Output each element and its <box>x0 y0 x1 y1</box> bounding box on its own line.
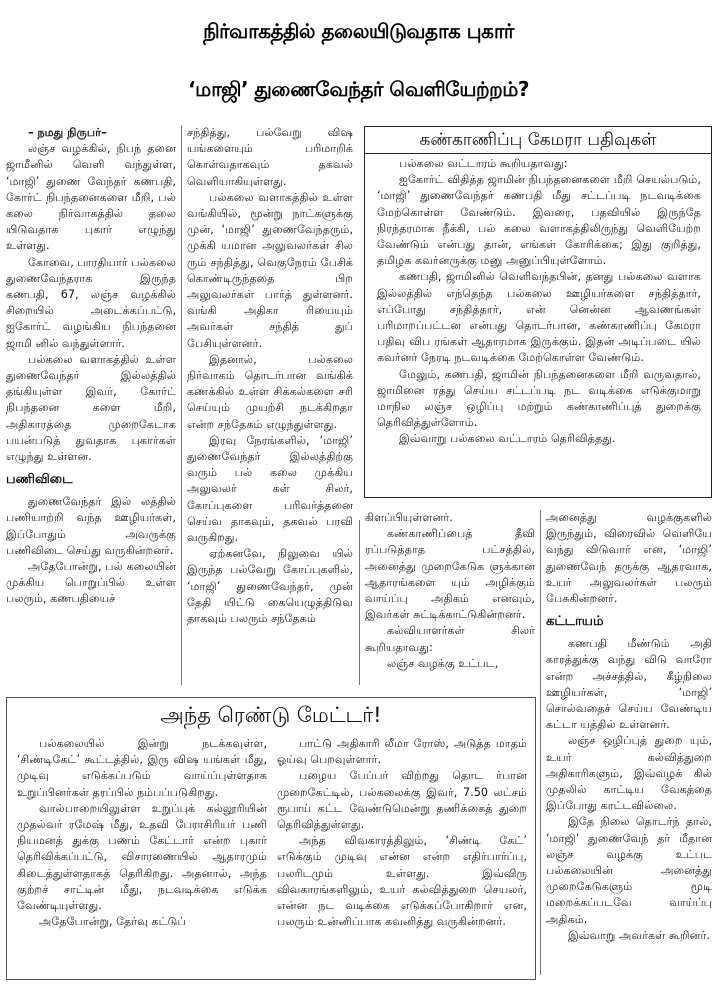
article-column-3 <box>365 510 535 686</box>
article-column-4 <box>546 510 712 980</box>
paragraph: கணபதி மீண்டும் அதி காரத்துக்கு வந்து விடு வாரோ என்ற அச்சத்தில், கீழ்நிலை ஊழியர்கள், ‘மாஜி’ சொல்வதைச் செய்ய வேண்டிய கட்டா யத்தில் உள்ளனர். <box>546 637 712 732</box>
paragraph: கிளப்பியுள்ளனர். <box>365 511 453 524</box>
paragraph: இவ்வாறு பல்கலை வட்டாரம் தெரிவித்தது. <box>399 432 616 446</box>
paragraph: அதேபோன்று, தேர்வு கட்டுப் <box>39 915 186 929</box>
paragraph: கோவை, பாரதியார் பல்கலை துணைவேந்தராக இருந்த கணபதி, 67, லஞ்ச வழக்கில் சிறையில் அடைக்கப்பட்டு, ஐகோர்ட் வழங்கிய நிபந்தனை ஜாமி னில் வந்துள்ளார். <box>6 255 176 350</box>
paragraph: வால்பாறையிலுள்ள உறுப்புக் கல்லூரியின் முதல்வர் ரமேஷ் மீது, உதவி பேராசிரியர் பணி நியமனத் துக்கு பணம் கேட்டார் என்ற புகார் தெரிவிக்கப்பட்டு, விசாரணையில் ஆதாரமும் கிடைத்துள்ளதாகத் தெரிகிறது. அதனால், அந்த குற்றச் சாட்டின் மீது, நடவடிக்கை எடுக்க வேண்டியுள்ளது. <box>17 801 267 913</box>
paragraph: பல்கலையில் இன்று நடக்கவுள்ள, ‘சிண்டிகேட்’ கூட்டத்தில், இரு விஷ யங்கள் மீது, முடிவு எடுக்கப்படும் வாய்ப்புள்ளதாக உறுப்பினர்கள் தரப்பில் நம்பப்படுகிறது. <box>17 737 267 799</box>
paragraph: இரவு நேரங்களில், ‘மாஜி’ துணைவேந்தர் இல்லத்திற்கு வரும் பல் கலை முக்கிய அலுவலர் கள் சிலர், கோப்புகளை பரிவர்த்தனை செய்வ தாகவும், தகவல் பரவி வருகிறது. <box>187 433 353 545</box>
paragraph: மேலும், கணபதி, ஜாமின் நிபந்தனைகளை மீறி வருவதால், ஜாமினை ரத்து செய்ய சட்டப்படி நட வடிக்கை எடுக்குமாறு மாநில லஞ்ச ஒழிப்பு மற்றும் கண்காணிப்புத் துறைக்கு தெரிவித்துள்ளோம். <box>377 367 701 430</box>
paragraph: பழைய பேப்பர் விற்றது தொட ர்பான முறைகேட்டில், பல்கலைக்கு இவர், 7.50 லட்சம் ரூபாய் கட்ட வேண்டுமென்று தணிக்கைத் துறை தெரிவித்துள்ளது. <box>277 769 527 832</box>
two-matters-column-1 <box>17 736 267 976</box>
paragraph: பாட்டு அதிகாரி லீமா ரோஸ், அடுத்த மாதம் ஓய்வு பெறவுள்ளார். <box>277 737 527 767</box>
paragraph: அனைத்து வழக்குகளில் இருந்தும், விரைவில் வெளியே வந்து விடுவார் என, ‘மாஜி’ துணைவேந் தருக்கு ஆதரவாக, உயர் அலுவலர்கள் பலரும் பேசுகின்றனர். <box>546 511 712 606</box>
column-divider <box>181 125 182 685</box>
paragraph: லஞ்ச ஒழிப்புத் துறை யும், உயர் கல்வித்துறை அதிகாரிகளும், இவ்வழக் கில் முதலில் காட்டிய வேகத்தை இப்போது காட்டவில்லை. <box>546 734 712 813</box>
paragraph: அதேபோன்று, பல் கலையின் முக்கிய பொறுப்பில் உள்ள பலரும், கணபதியைச் <box>6 560 176 606</box>
headline-line-2: ‘மாஜி’ துணைவேந்தர் வெளியேற்றம்? <box>188 77 529 101</box>
paragraph: இதனால், பல்கலை நிர்வாகம் தொடர்பான வங்கிக் கணக்கில் உள்ள சிக்கல்களை சரி செய்யும் முயற்சி நடக்கிறதா என்ற சந்தேகம் எழுந்துள்ளது. <box>187 352 353 431</box>
camera-records-box <box>364 126 712 498</box>
paragraph: பல்கலை வட்டாரம் கூறியதாவது: <box>399 157 568 170</box>
column-divider <box>540 510 541 975</box>
paragraph: துணைவேந்தர் இல் லத்தில் பணியாற்றி வந்த ஊழியர்கள், இப்போதும் அவருக்கு பணிவிடை செய்து வருகின்றனர். <box>6 495 176 557</box>
paragraph: பல்கலை வளாகத்தில் உள்ள துணைவேந்தர் இல்லத்தில் தங்கியுள்ள இவர், கோர்ட் நிபந்தனை களை மீறி, அதிகாரத்தை முறைகேடாக பயன்படுத் துவதாக புகார்கள் எழுந்து உள்ளன. <box>6 352 176 464</box>
subheading-kattayam: கட்டாயம் <box>546 614 604 630</box>
headline-line-1: நிர்வாகத்தில் தலையிடுவதாக புகார் <box>203 19 514 43</box>
two-matters-title: அந்த ரெண்டு மேட்டர்! <box>160 703 382 727</box>
article-column-2 <box>187 125 353 687</box>
paragraph: இவ்வாறு அவர்கள் கூறினர். <box>568 928 710 942</box>
two-matters-column-2 <box>277 736 527 976</box>
subheading-panividai: பணிவிடை <box>6 472 73 488</box>
paragraph: கணபதி, ஜாமினில் வெளிவந்தபின், தனது பல்கலை வளாக இல்லத்தில் எந்தெந்த பல்கலை ஊழியர்களை சந்தித்தார், எப்போது சந்தித்தார், என் னென்ன ஆவணங்கள் பரிமாறப்பட்டன என்பது தொடர்பான, கண்காணிப்பு கேமரா பதிவு விப ரங்கள் ஆதாரமாக இருக்கும். இதன் அடிப்படை யில் கவர்னர் நேரடி நடவடிக்கை மேற்கொள்ள வேண்டும். <box>377 270 701 365</box>
paragraph: சந்தித்து, பல்வேறு விஷ யங்களையும் பரிமாறிக் கொள்வதாகவும் தகவல் வெளியாகியுள்ளது. <box>187 126 353 188</box>
paragraph: லஞ்ச வழக்கு உட்பட, <box>387 656 499 670</box>
camera-box-title: கண்காணிப்பு கேமரா பதிவுகள் <box>365 127 711 154</box>
paragraph: அந்த விவகாரத்திலும், ‘சிண்டி கேட்’ எடுக்கும் முடிவு என்ன என்ற எதிர்பார்ப்பு, பலரிடமும் உள்ளது. இவ்விரு விவகாரங்களிலும், உயர் கல்வித்துறை செயலர், என்ன நட வடிக்கை எடுக்கப்போகிறார் என, பலரும் உன்னிப்பாக கவனித்து வருகின்றனர். <box>277 834 527 929</box>
two-matters-box <box>6 697 536 980</box>
paragraph: ஐகோர்ட் விதித்த ஜாமின் நிபந்தனைகளை மீறி செயல்படும், ‘மாஜி’ துணைவேந்தர் கணபதி மீது சட்டப்படி நடவடிக்கை மேற்கொள்ள வேண்டும். இவரை, பதவியில் இருந்தே நிரந்தரமாக நீக்கி, பல் கலை வளாகத்திலிருந்து வெளியேற்ற வேண்டும் என்பது தான், எங்கள் கோரிக்கை; இது குறித்து, தமிழக கவர்னருக்கு மனு அனுப்பியுள்ளோம். <box>377 173 701 268</box>
paragraph: கண்காணிப்பைத் தீவி ரப்படுத்தாத பட்சத்தில், அனைத்து முறைகேடுக ளுக்கான ஆதாரங்களை யும் அழிக்கும் வாய்ப்பு அதிகம் எனவும், இவர்கள் சுட்டிக்காட்டுகின்றனர். <box>365 527 535 622</box>
paragraph: பல்கலை வளாகத்தில் உள்ள வங்கியில், மூன்று நாட்களுக்கு முன், ‘மாஜி’ துணைவேந்தரும், முக்கி யமான அலுவலர்கள் சில ரும் சந்தித்து, வெகுநேரம் பேசிக் கொண்டிருந்ததை பிற அலுவலர்கள் பார்த் துள்ளனர். வங்கி அதிகா ரியையும் அவர்கள் சந்தித் துப் பேசியுள்ளனர். <box>187 190 353 350</box>
byline: – நமது நிருபர்– <box>28 126 107 139</box>
paragraph: லஞ்ச வழக்கில், நிபந் தனை ஜாமீனில் வெளி வந்துள்ள, ‘மாஜி’ துணை வேந்தர் கணபதி, கோர்ட் நிபந்தனைகளை மீறி, பல் கலை நிர்வாகத்தில் தலை யிடுவதாக புகார் எழுந்து உள்ளது. <box>6 142 176 253</box>
paragraph: இதே நிலை தொடர்ந் தால், ‘மாஜி’ துணைவேந் தர் மீதான லஞ்ச வழக்கு உட்பட பல்கலையின் அனைத்து முறைகேடுகளும் மூடி மறைக்கப்படவே வாய்ப்பு அதிகம். <box>546 815 712 926</box>
paragraph: கல்வியாளர்கள் சிலர் கூறியதாவது: <box>365 624 535 654</box>
paragraph: ஏற்கனவே, நிலுவை யில் இருந்த பல்வேறு கோப்புகளில், ‘மாஜி’ துணைவேந்தர், முன் தேதி யிட்டு கையெழுத்திடுவ தாகவும் பலரும் சந்தேகம் <box>187 547 353 626</box>
column-divider <box>359 520 360 685</box>
